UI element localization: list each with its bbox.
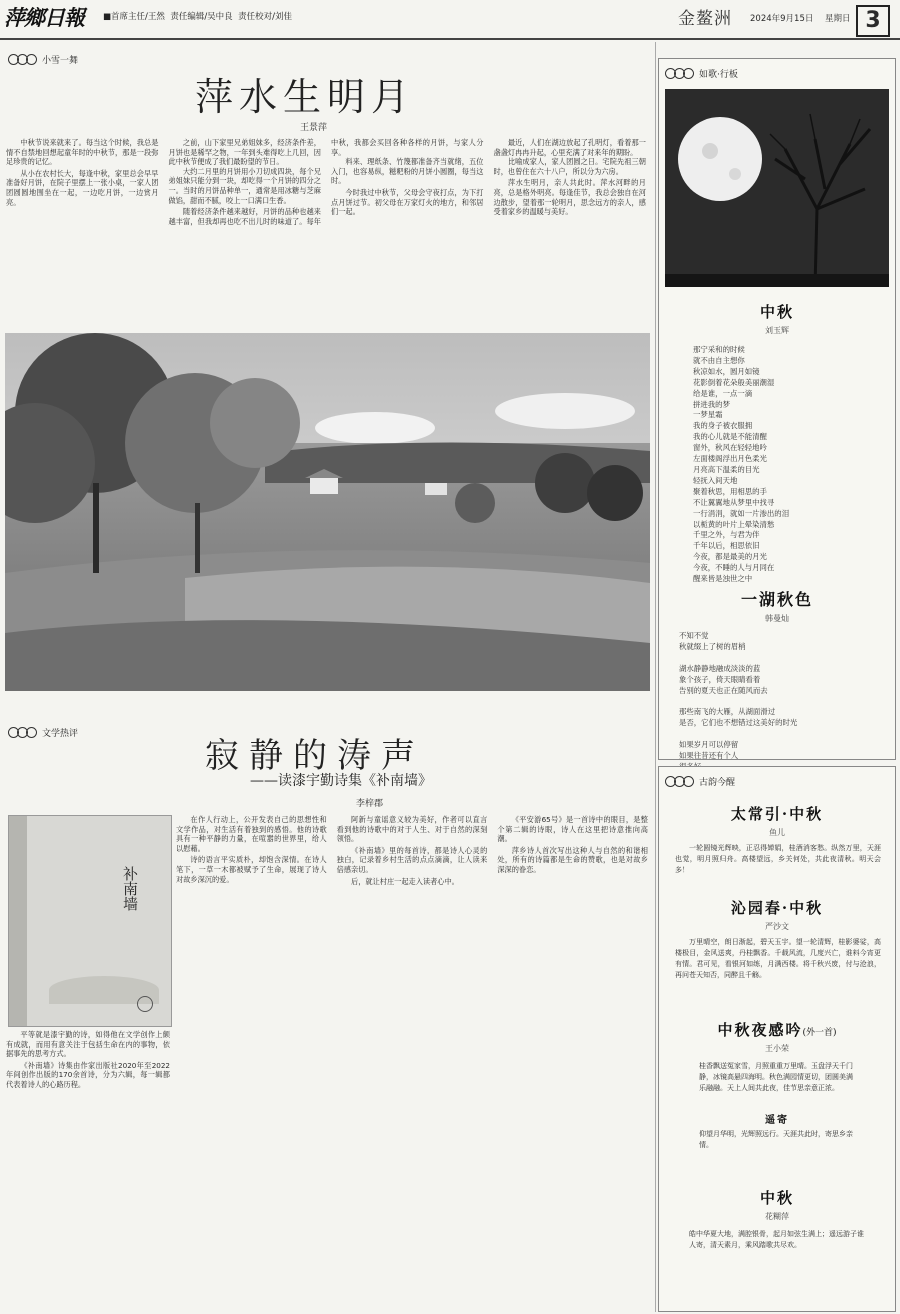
- poem-zhongqiuye-suffix: (外一首): [802, 1028, 837, 1038]
- column-name: 金鳌洲: [678, 9, 732, 29]
- poem-yihu-title: 一湖秋色: [740, 590, 813, 609]
- poem-zhongqiuye-title: 中秋夜感吟: [717, 1021, 803, 1039]
- article1-col3: 料来、理纸条、竹篾都准备齐当就绪，五位入门，也容易纵，糍粑粉的月饼小圆圈，每当这时。 今时我过中秋节，父母会守夜打点，为下打点月饼过节。初父母在万家灯火的地方，和邻居们一起。 最近，人们在湖边放起了孔明灯，看着那一盏盏灯冉冉升起，心里充满了对来年的期盼。: [331, 138, 646, 217]
- issue-weekday: 星期日: [825, 14, 851, 24]
- poem-yaoji-title: 遥寄: [765, 1115, 789, 1126]
- article1-col4: 比喻成家人，家人团圆之日。宅院先祖三朝时，也曾住在六十八户，所以分为六房。 萍水生明月，亲人共此时。萍水河畔的月亮，总是格外明亮。每逢佳节，我总会独自在河边散步，望着那一轮明月，思念远方的亲人，感受着家乡的温暖与美好。: [493, 157, 646, 217]
- poem-yihu-lines: 不知不觉 秋就缀上了树的眉梢 湖水静静地融成淡淡的蓝 象个孩子，倚天眼睛看着 告别的夏天也正在随风而去 那些南飞的大雁，从湖面滑过 是否，它们也不想错过这美好的时光 如果岁月可以停留 如果往昔还有个人: [679, 631, 798, 760]
- landscape-photo: [5, 333, 650, 691]
- book-cover-title: 补南墙: [121, 866, 139, 911]
- article1-col2: 大约二月里的月饼用小刀切成四块，每个兄弟姐妹只能分到一块，却吃得一个月饼的四分之一。当时的月饼品种单一，通常是用冰糖与芝麻做馅，甜而不腻，咬上一口满口生香。 随着经济条件越来越好，月饼的品种也越来越丰富，但我却再也吃不出儿时的味道了。每年中秋，我都会买回各种各样的月饼，与家人分享。: [168, 138, 484, 226]
- article2-title: 寂静的涛声: [205, 736, 425, 776]
- poem-yaoji-text: 仰望月华明，光辉照远行。天涯共此时，寄思乡亲情。: [699, 1130, 853, 1149]
- poem-qinyuanchun-title: 沁园春·中秋: [730, 899, 824, 917]
- article2-col2: 在作人行动上，公开发表自己的思想性和文学作品，对生活有着独到的感悟。他的诗歌具有一种平静的力量，在喧嚣的世界里，给人以慰藉。 诗的语言平实质朴，却饱含深情。在诗人笔下，一草一木都被赋予了生命，展现了诗人对故乡深沉的爱。: [176, 815, 327, 884]
- moon-photo: [665, 89, 889, 287]
- article2-tag: 文学热评: [8, 726, 78, 739]
- article2-body: [176, 815, 648, 1312]
- column-divider: [655, 42, 656, 1312]
- article1-author: 王景萍: [300, 123, 328, 133]
- book-cover: [8, 815, 172, 1027]
- poem-qinyuanchun-text: 万里晴空，朗日渐起，碧天玉宇。望一轮清辉，桂影婆娑，高楼极目，金风送爽，丹桂飘香。千载风流，几度兴亡，谁料今宵更有情。君可见，看银河如练，月满西楼。将千秋兴废，付与沧浪，再问苍天知否，同醉且千觞。: [675, 938, 881, 979]
- article1-body: [6, 138, 646, 328]
- poem-zhongqiu2-title: 中秋: [759, 1189, 794, 1207]
- masthead-rule: [0, 38, 900, 40]
- sidebar-bottom: [658, 766, 896, 1312]
- poem-qinyuanchun-author: 严沙文: [765, 922, 789, 931]
- poem-zhongqiu-title: 中秋: [759, 303, 794, 321]
- article2-col3: 阿新与童谣意义较为美好，作者可以直言看到他的诗歌中的对于人生、对于自然的深刻领悟。 《补南墙》里的每首诗，都是诗人心灵的独白，记录着乡村生活的点点滴滴，让人读来倍感亲切。: [336, 815, 488, 874]
- poem-zhongqiu2-text: 皓中华夏大地，满腔银骨，起月如弦生满上；遥远游子谁人寄，清天素月，乘风踏歌共尽欢。: [689, 1230, 864, 1249]
- issue-date: 2024年9月15日: [750, 14, 814, 24]
- chief-editor: ■首席主任/王然: [103, 12, 165, 22]
- poem-yihu-author: 韩曼灿: [765, 614, 789, 623]
- poem-taichangyin-text: 一轮圆镜光辉映，正忍得婵娟，桂酒消客愁。纵然万里，天涯也觉，明月照归舟。高楼望远，乡关何处，共此夜清秋。明天会多！: [675, 844, 881, 874]
- masthead-credits: [103, 10, 292, 22]
- article2-author: 李梓郡: [356, 799, 384, 809]
- proofreader: 责任校对/刘佳: [238, 12, 292, 22]
- masthead-logo: 萍鄉日報: [4, 5, 84, 30]
- editor: 责任编辑/吴中良: [170, 12, 233, 22]
- page-number-box: [856, 5, 890, 37]
- poem-taichangyin-author: 鱼儿: [769, 828, 785, 837]
- sidebar-top: [658, 58, 896, 760]
- page-number: 3: [865, 8, 881, 33]
- article2-body-left: 平等就是漆宇勤的诗，如得他在文学创作上颇有成就，而用有意关注于包括生命在内的事物，依据事先的思考方式。 《补南墙》诗集由作家出版社2020年至2022年间创作出版的170余首诗，分为六辑，每一辑都代表着诗人的心路历程。: [6, 1030, 170, 1089]
- article1-col1: 中秋节说来就来了。每当这个时候，我总是情不自禁地回想起童年时的中秋节，那是一段弥足珍贵的记忆。 从小在农村长大，每逢中秋，家里总会早早准备好月饼，在院子里摆上一张小桌，一家人团团圆圆地围坐在一起，一边吃月饼，一边赏月亮。 之前，山下家里兄弟姐妹多，经济条件差，月饼也是稀罕之物，一年到头难得吃上几回，因此中秋节便成了我们最盼望的节日。: [6, 138, 321, 207]
- poem-zhongqiu2-author: 花糊萍: [765, 1212, 789, 1221]
- poem-taichangyin-title: 太常引·中秋: [730, 805, 824, 823]
- article2-col4: 后，就让村庄一起走入读者心中。 《平安游65号》是一首诗中的眼目，是整个第二辑的诗眼，诗人在这里把诗意推向高潮。 萍乡诗人首次写出这种人与自然的和谐相处，所有的诗篇都是生命的赞歌，也是对故乡深深的眷恋。: [351, 815, 648, 886]
- poem-zhongqiu-lines: 那宁采和的时候 就不由自主想你 秋凉如水，圆月如镜 花影倒着花朵般美丽潮湿 给是谁，一点一滴 拼进我的梦 一梦星霜 我的身子被衣服拥 我的心儿就是不能清醒 窗外，秋风在轻轻地吟 左面楼阁浮出月色柔光 月亮高下温柔的目光 轻抚入间天地 聚着秋思，用相思的手 不让翼翼地从梦里中找寻 一行涓涓，就如一片渗出的泪 以栀黄的叶片上晕染清愁 千里之外，与君为伴 千年以后，相思依旧 今夜，都是最美的月光 今夜，不睡的人与月同在 醒来皆是浊世之中: [693, 345, 790, 584]
- poem-zhongqiu-author: 刘玉辉: [765, 326, 789, 335]
- poem-zhongqiuye-author: 王小荣: [765, 1044, 789, 1053]
- sidebar-top-tag: 如歌·行板: [665, 67, 738, 80]
- article1-tag: 小雪一舞: [8, 53, 78, 66]
- article1-title: 萍水生明月: [195, 75, 416, 119]
- poem-zhongqiuye-title-row: [659, 1019, 895, 1040]
- article2-subtitle: ——读漆宇勤诗集《补南墙》: [250, 773, 432, 789]
- poem-zhongqiuye-text: 桂香飘送冤家雪，月照重重万里晴。玉盘浮天千门静，冰镜高悬四海明。秋色满园情更切，团圆美满乐融融。天上人间共此夜，佳节思亲意正浓。: [699, 1062, 853, 1092]
- sidebar-bottom-tag: 古韵今醒: [665, 775, 735, 788]
